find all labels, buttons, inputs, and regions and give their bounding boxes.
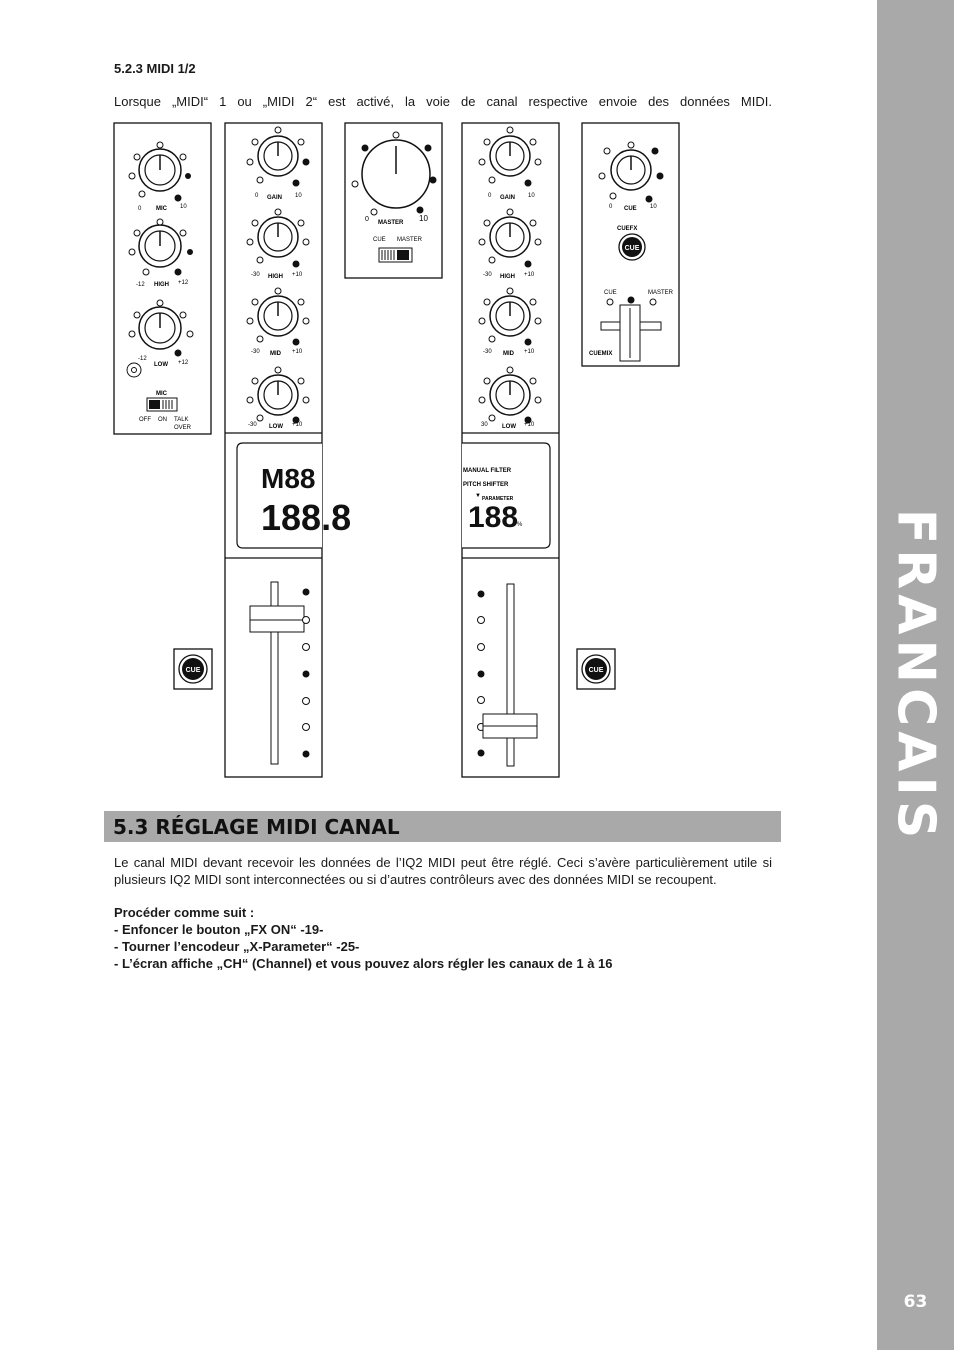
lcd-value: 188: [468, 501, 519, 534]
channel-b-lcd: [462, 443, 550, 548]
section-header: [104, 811, 781, 842]
master-min: 0: [365, 216, 369, 223]
procedure-title: Procéder comme suit :: [114, 905, 255, 920]
mic-strip: [127, 142, 193, 431]
subsection-text: Lorsque „MIDI“ 1 ou „MIDI 2“ est activé, la voie de canal respective envoie des données MIDI.: [114, 94, 772, 109]
cue-knob-min: 0: [609, 204, 613, 210]
mic-knob-min: 0: [138, 206, 142, 212]
master-switch-master: MASTER: [397, 237, 423, 243]
master-max: 10: [419, 214, 428, 223]
cuemix-right-label: MASTER: [648, 290, 674, 296]
procedure-step: - Enfoncer le bouton „FX ON“ -19-: [114, 922, 324, 937]
cue-button-right-label: CUE: [588, 667, 604, 674]
mic-switch: [147, 398, 177, 411]
mic-knob: [129, 142, 191, 202]
cue-button-left-label: CUE: [185, 667, 201, 674]
cue-master-switch: [379, 248, 412, 262]
cue-button-left[interactable]: [179, 655, 207, 683]
high-a-min: -30: [251, 272, 260, 278]
cuemix-label: CUEMIX: [589, 351, 613, 357]
display-top-readout: M88: [261, 463, 316, 494]
lcd-unit: %: [517, 522, 523, 528]
mid-knob-b: [479, 288, 541, 346]
display-bottom-readout: 188.8: [261, 497, 352, 538]
master-knob: [362, 140, 430, 208]
cuefx-button-label: CUE: [624, 245, 640, 252]
mic-high-knob: [129, 219, 193, 276]
low-a-max: +10: [292, 422, 303, 428]
cuefx-label: CUEFX: [617, 226, 638, 232]
language-label: FRANCAIS: [885, 508, 946, 843]
master-section: [352, 132, 437, 262]
procedure: [114, 904, 774, 972]
high-knob-b: [479, 209, 541, 268]
switch-over-label: OVER: [174, 425, 192, 431]
high-a-max: +10: [292, 272, 303, 278]
lcd-arrow-icon: ▼: [475, 493, 481, 499]
subsection-heading: 5.2.3 MIDI 1/2: [114, 61, 196, 76]
mid-b-max: +10: [524, 349, 535, 355]
gain-a-min: 0: [255, 193, 259, 199]
lcd-parameter-label: PARAMETER: [482, 496, 514, 502]
gain-b-max: 10: [528, 193, 535, 199]
high-b-label: HIGH: [500, 274, 515, 280]
high-knob-a: [247, 209, 309, 268]
low-b-max: +10: [524, 422, 535, 428]
procedure-step: - L’écran affiche „CH“ (Channel) et vous pouvez alors régler les canaux de 1 à 16: [114, 956, 613, 971]
gain-knob-b: [479, 127, 541, 187]
mic-knob-label: MIC: [156, 206, 167, 212]
master-switch-cue: CUE: [373, 237, 386, 243]
switch-talk-label: TALK: [174, 417, 189, 423]
mic-knob-max: 10: [180, 204, 187, 210]
low-b-label: LOW: [502, 424, 516, 430]
low-b-min: 30: [481, 422, 488, 428]
mic-low-knob: [129, 300, 193, 357]
cue-knob: [599, 142, 664, 203]
procedure-step: - Tourner l’encodeur „X-Parameter“ -25-: [114, 939, 360, 954]
mid-a-label: MID: [270, 351, 281, 357]
mid-a-max: +10: [292, 349, 303, 355]
gain-knob-a: [247, 127, 310, 187]
gain-a-label: GAIN: [267, 195, 282, 201]
low-a-min: -30: [248, 422, 257, 428]
cue-knob-max: 10: [650, 204, 657, 210]
low-a-label: LOW: [269, 424, 283, 430]
high-b-max: +10: [524, 272, 535, 278]
switch-on-label: ON: [158, 417, 167, 423]
channel-a-strip: [225, 127, 351, 764]
cue-button-right[interactable]: [582, 655, 610, 683]
page-number: 63: [903, 1292, 928, 1312]
gain-a-max: 10: [295, 193, 302, 199]
low-knob-label: LOW: [154, 362, 168, 368]
mic-switch-title: MIC: [156, 391, 167, 397]
section-title: 5.3 RÉGLAGE MIDI CANAL: [113, 814, 400, 839]
mid-b-min: -30: [483, 349, 492, 355]
low-knob-b: [479, 367, 541, 424]
gain-b-label: GAIN: [500, 195, 515, 201]
section-paragraph: Le canal MIDI devant recevoir les données de l’IQ2 MIDI peut être réglé. Ceci s’avère particulièrement utile si plusieurs IQ2 MIDI sont interconnectées ou si d’autres contrôleurs avec des données MIDI se recoupent.: [114, 855, 772, 887]
low-knob-a: [247, 367, 309, 424]
channel-b-strip: [462, 127, 559, 766]
mid-knob-a: [247, 288, 309, 346]
switch-off-label: OFF: [139, 417, 151, 423]
mid-b-label: MID: [503, 351, 514, 357]
cue-knob-label: CUE: [624, 206, 637, 212]
high-a-label: HIGH: [268, 274, 283, 280]
mixer-illustration: [110, 120, 690, 782]
cuefx-button[interactable]: [619, 234, 645, 260]
lcd-manual-filter: MANUAL FILTER: [463, 468, 512, 474]
high-knob-max: +12: [178, 280, 189, 286]
low-knob-max: +12: [178, 360, 189, 366]
channel-a-display: [237, 443, 351, 548]
cuemix-left-label: CUE: [604, 290, 617, 296]
lcd-pitch-shifter: PITCH SHIFTER: [463, 482, 509, 488]
mid-a-min: -30: [251, 349, 260, 355]
channel-b-fader: [483, 584, 537, 766]
channel-a-fader: [250, 582, 304, 764]
xlr-icon: [127, 363, 141, 377]
high-knob-label: HIGH: [154, 282, 169, 288]
high-knob-min: -12: [136, 282, 145, 288]
cue-section: [589, 142, 674, 361]
gain-b-min: 0: [488, 193, 492, 199]
master-label: MASTER: [378, 220, 404, 226]
low-knob-min: -12: [138, 356, 147, 362]
high-b-min: -30: [483, 272, 492, 278]
